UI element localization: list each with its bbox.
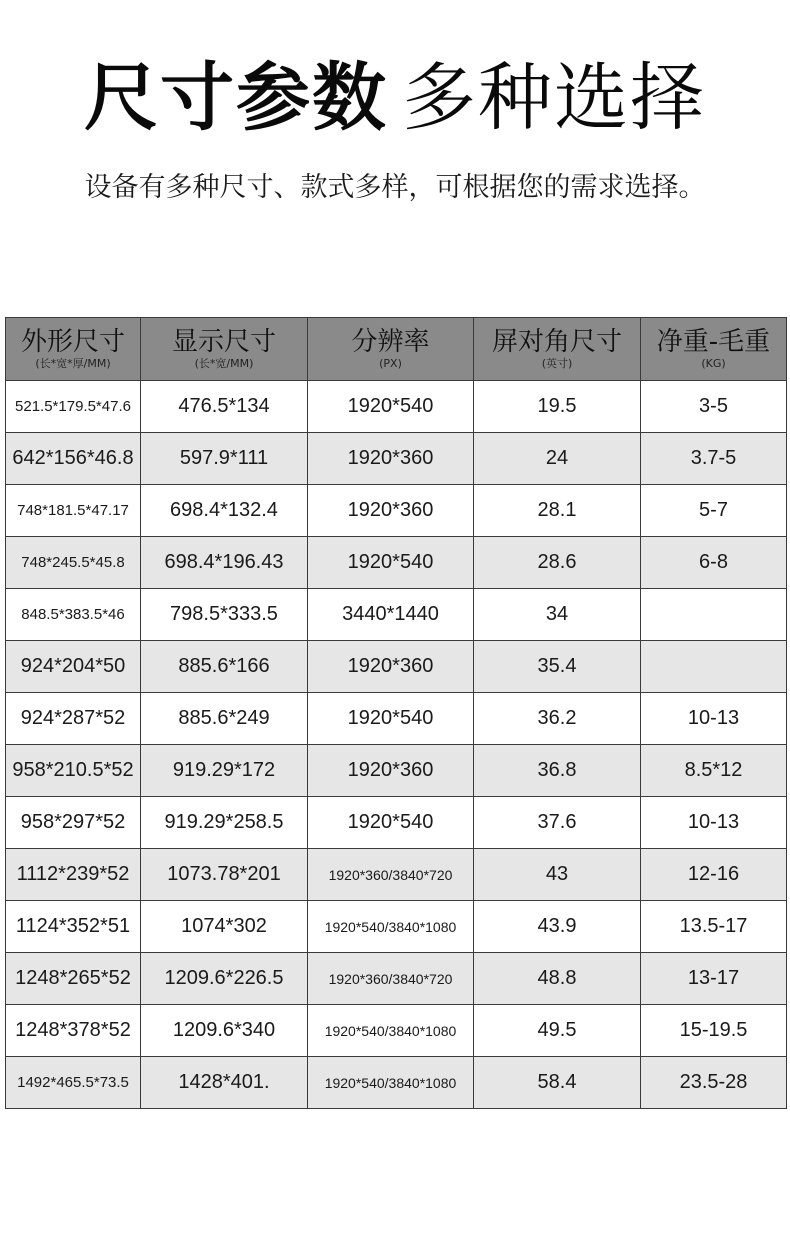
cell-outer-size: 1492*465.5*73.5 bbox=[6, 1057, 141, 1109]
cell-resolution: 1920*360 bbox=[308, 745, 474, 797]
cell-weight: 10-13 bbox=[641, 693, 787, 745]
cell-outer-size: 924*287*52 bbox=[6, 693, 141, 745]
cell-display-size: 919.29*172 bbox=[141, 745, 308, 797]
cell-display-size: 798.5*333.5 bbox=[141, 589, 308, 641]
page-subtitle: 设备有多种尺寸、款式多样，可根据您的需求选择。 bbox=[84, 172, 706, 203]
column-header-resolution bbox=[308, 318, 474, 381]
cell-resolution: 1920*540 bbox=[308, 693, 474, 745]
cell-display-size: 1209.6*226.5 bbox=[141, 953, 308, 1005]
column-header-unit: (KG) bbox=[701, 357, 726, 370]
cell-resolution: 1920*360/3840*720 bbox=[308, 849, 474, 901]
cell-outer-size: 521.5*179.5*47.6 bbox=[6, 381, 141, 433]
cell-display-size: 919.29*258.5 bbox=[141, 797, 308, 849]
table-row bbox=[6, 381, 787, 433]
cell-diagonal: 37.6 bbox=[474, 797, 641, 849]
cell-resolution: 1920*540/3840*1080 bbox=[308, 1005, 474, 1057]
column-header-unit: (长*宽*厚/MM) bbox=[35, 357, 111, 370]
table-header-row bbox=[6, 318, 787, 381]
cell-outer-size: 1124*352*51 bbox=[6, 901, 141, 953]
cell-outer-size: 958*210.5*52 bbox=[6, 745, 141, 797]
cell-weight: 13.5-17 bbox=[641, 901, 787, 953]
cell-outer-size: 958*297*52 bbox=[6, 797, 141, 849]
cell-weight: 8.5*12 bbox=[641, 745, 787, 797]
cell-outer-size: 1248*265*52 bbox=[6, 953, 141, 1005]
cell-weight: 6-8 bbox=[641, 537, 787, 589]
table-row bbox=[6, 485, 787, 537]
column-header-diagonal bbox=[474, 318, 641, 381]
title-light: 多种选择 bbox=[402, 55, 706, 141]
table-row bbox=[6, 901, 787, 953]
cell-diagonal: 43 bbox=[474, 849, 641, 901]
cell-outer-size: 1248*378*52 bbox=[6, 1005, 141, 1057]
cell-diagonal: 24 bbox=[474, 433, 641, 485]
cell-outer-size: 1112*239*52 bbox=[6, 849, 141, 901]
cell-display-size: 1073.78*201 bbox=[141, 849, 308, 901]
table-row bbox=[6, 537, 787, 589]
cell-display-size: 698.4*132.4 bbox=[141, 485, 308, 537]
cell-outer-size: 748*245.5*45.8 bbox=[6, 537, 141, 589]
table-row bbox=[6, 849, 787, 901]
cell-display-size: 1074*302 bbox=[141, 901, 308, 953]
cell-diagonal: 28.6 bbox=[474, 537, 641, 589]
cell-weight bbox=[641, 589, 787, 641]
cell-diagonal: 19.5 bbox=[474, 381, 641, 433]
cell-diagonal: 49.5 bbox=[474, 1005, 641, 1057]
cell-weight: 23.5-28 bbox=[641, 1057, 787, 1109]
cell-weight: 15-19.5 bbox=[641, 1005, 787, 1057]
cell-diagonal: 58.4 bbox=[474, 1057, 641, 1109]
column-header-label: 分辨率 bbox=[351, 327, 430, 357]
cell-diagonal: 48.8 bbox=[474, 953, 641, 1005]
cell-resolution: 1920*360 bbox=[308, 485, 474, 537]
table-row bbox=[6, 797, 787, 849]
table-row bbox=[6, 433, 787, 485]
cell-resolution: 1920*360/3840*720 bbox=[308, 953, 474, 1005]
cell-outer-size: 924*204*50 bbox=[6, 641, 141, 693]
cell-diagonal: 35.4 bbox=[474, 641, 641, 693]
column-header-unit: (长*宽/MM) bbox=[194, 357, 254, 370]
cell-diagonal: 28.1 bbox=[474, 485, 641, 537]
cell-display-size: 597.9*111 bbox=[141, 433, 308, 485]
column-header-label: 净重-毛重 bbox=[656, 327, 771, 357]
column-header-weight bbox=[641, 318, 787, 381]
cell-resolution: 1920*540 bbox=[308, 797, 474, 849]
cell-diagonal: 36.2 bbox=[474, 693, 641, 745]
cell-display-size: 885.6*166 bbox=[141, 641, 308, 693]
column-header-unit: (英寸) bbox=[541, 357, 573, 370]
cell-display-size: 698.4*196.43 bbox=[141, 537, 308, 589]
column-header-label: 屏对角尺寸 bbox=[491, 327, 622, 357]
cell-display-size: 1428*401. bbox=[141, 1057, 308, 1109]
cell-outer-size: 642*156*46.8 bbox=[6, 433, 141, 485]
table-row bbox=[6, 1057, 787, 1109]
cell-weight bbox=[641, 641, 787, 693]
table-row bbox=[6, 953, 787, 1005]
cell-diagonal: 36.8 bbox=[474, 745, 641, 797]
spec-table bbox=[5, 317, 787, 1109]
title-bold: 尺寸参数 bbox=[84, 55, 388, 141]
column-header-outer-size bbox=[6, 318, 141, 381]
cell-resolution: 3440*1440 bbox=[308, 589, 474, 641]
table-row bbox=[6, 641, 787, 693]
cell-outer-size: 848.5*383.5*46 bbox=[6, 589, 141, 641]
cell-weight: 13-17 bbox=[641, 953, 787, 1005]
cell-resolution: 1920*540/3840*1080 bbox=[308, 901, 474, 953]
cell-resolution: 1920*360 bbox=[308, 433, 474, 485]
table-row bbox=[6, 1005, 787, 1057]
table-row bbox=[6, 693, 787, 745]
table-row bbox=[6, 589, 787, 641]
column-header-unit: (PX) bbox=[379, 357, 402, 370]
cell-weight: 3.7-5 bbox=[641, 433, 787, 485]
cell-weight: 5-7 bbox=[641, 485, 787, 537]
page-title bbox=[0, 52, 790, 144]
cell-resolution: 1920*540 bbox=[308, 537, 474, 589]
column-header-display-size bbox=[141, 318, 308, 381]
cell-diagonal: 34 bbox=[474, 589, 641, 641]
cell-resolution: 1920*540/3840*1080 bbox=[308, 1057, 474, 1109]
cell-weight: 12-16 bbox=[641, 849, 787, 901]
column-header-label: 外形尺寸 bbox=[20, 327, 125, 357]
cell-resolution: 1920*360 bbox=[308, 641, 474, 693]
column-header-label: 显示尺寸 bbox=[171, 327, 276, 357]
cell-display-size: 476.5*134 bbox=[141, 381, 308, 433]
cell-diagonal: 43.9 bbox=[474, 901, 641, 953]
cell-weight: 10-13 bbox=[641, 797, 787, 849]
cell-resolution: 1920*540 bbox=[308, 381, 474, 433]
table-row bbox=[6, 745, 787, 797]
cell-display-size: 885.6*249 bbox=[141, 693, 308, 745]
cell-weight: 3-5 bbox=[641, 381, 787, 433]
cell-outer-size: 748*181.5*47.17 bbox=[6, 485, 141, 537]
cell-display-size: 1209.6*340 bbox=[141, 1005, 308, 1057]
